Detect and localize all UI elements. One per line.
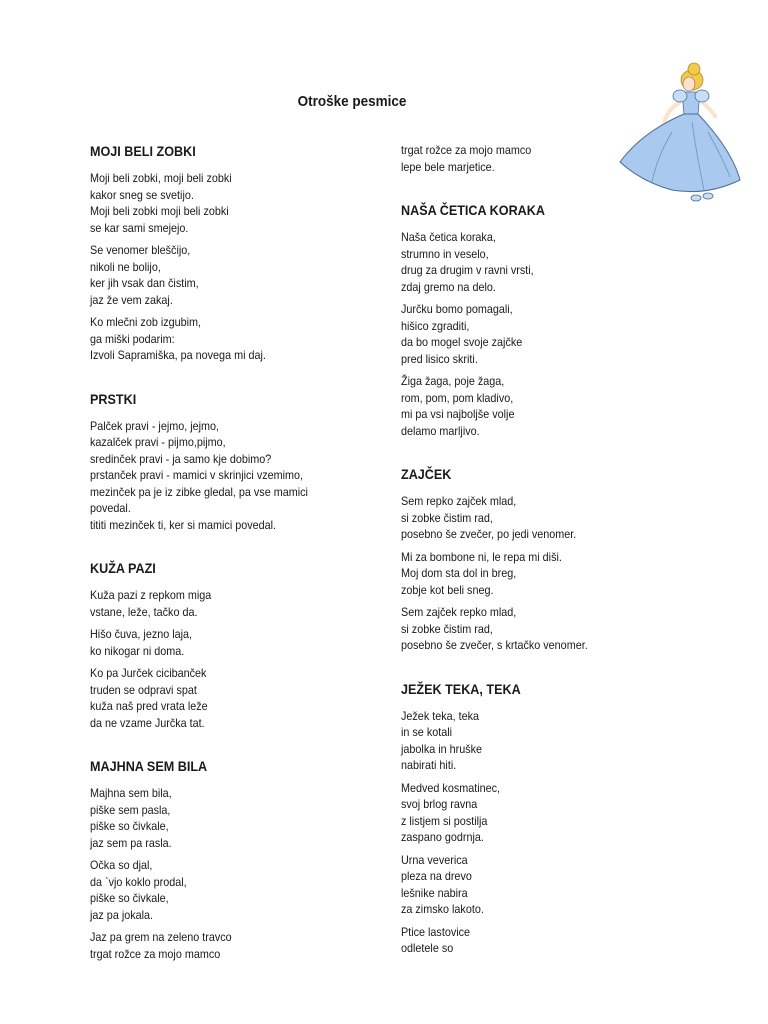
verse-line: kakor sneg se svetijo. [90, 187, 194, 202]
verse-line: nikoli ne bolijo, [90, 259, 161, 274]
verse-line: Mi za bombone ni, le repa mi diši. [401, 549, 562, 564]
verse-line: Urna veverica [401, 852, 468, 867]
verse-line: da `vjo koklo prodal, [90, 874, 187, 889]
stanza [90, 242, 390, 308]
verse-line: da ne vzame Jurčka tat. [90, 715, 205, 730]
page-title: Otroške pesmice [297, 93, 407, 110]
verse-line: Naša četica koraka, [401, 230, 496, 244]
verse-line: Sem repko zajček mlad, [401, 494, 517, 508]
verse-line: trgat rožce za mojo mamco [90, 946, 221, 961]
verse-line: kazalček pravi - pijmo,pijmo, [90, 435, 226, 449]
verse-line: Moji beli zobki moji beli zobki [90, 204, 229, 218]
verse-line: lepe bele marjetice. [401, 159, 495, 174]
verse-line: posebno še zvečer, s krtačko venomer. [401, 638, 588, 652]
song-title: PRSTKI [90, 390, 137, 407]
stanza [90, 587, 390, 620]
verse-line: trgat rožce za mojo mamco [401, 143, 532, 157]
verse-line: drug za drugim v ravni vrsti, [401, 263, 534, 277]
stanza [90, 785, 390, 851]
verse-line: jaz že vem zakaj. [90, 292, 173, 307]
verse-line: se kar sami smejejo. [90, 220, 189, 235]
stanza [401, 493, 701, 543]
verse-line: vstane, leže, tačko da. [90, 604, 198, 619]
verse-line: mezinček pa je iz zibke gledal, pa vse mamici [90, 484, 308, 499]
verse-line: Jaz pa grem na zeleno travco [90, 930, 232, 944]
verse-line: Ko mlečni zob izgubim, [90, 315, 202, 329]
song-title: MOJI BELI ZOBKI [90, 143, 196, 159]
stanza [401, 549, 701, 599]
verse-line: zobje kot beli sneg. [401, 582, 494, 597]
song [90, 559, 390, 731]
left-column [90, 142, 390, 968]
song-title: JEŽEK TEKA, TEKA [401, 680, 521, 697]
song [401, 465, 701, 654]
verse-line: za zimsko lakoto. [401, 902, 484, 916]
verse-line: jaz sem pa rasla. [90, 835, 172, 850]
stanza [90, 170, 390, 236]
song [90, 757, 390, 962]
song [90, 390, 390, 534]
verse-line: Medved kosmatinec, [401, 780, 501, 795]
stanza [401, 229, 701, 295]
stanza [90, 857, 390, 923]
verse-line: Majhna sem bila, [90, 786, 172, 800]
verse-line: prstanček pravi - mamici v skrinjici vzemimo, [90, 468, 304, 482]
verse-line: mi pa vsi najboljše volje [401, 407, 515, 421]
song-title: MAJHNA SEM BILA [90, 758, 208, 774]
verse-line: ga miški podarim: [90, 331, 175, 346]
verse-line: da bo mogel svoje zajčke [401, 335, 523, 349]
song [401, 201, 701, 439]
stanza [90, 929, 390, 962]
verse-line: tititi mezinček ti, ker si mamici povedal. [90, 517, 277, 532]
verse-line: Ježek teka, teka [401, 708, 480, 723]
song [401, 680, 701, 957]
verse-line: sredinček pravi - ja samo kje dobimo? [90, 451, 272, 466]
verse-line: hišico zgraditi, [401, 318, 470, 333]
verse-line: Izvoli Sapramiška, pa novega mi daj. [90, 348, 266, 362]
stanza [90, 626, 390, 659]
verse-line: in se kotali [401, 725, 453, 739]
verse-line: povedal. [90, 501, 131, 515]
verse-line: Ko pa Jurček cicibanček [90, 666, 207, 680]
verse-line: delamo marljivo. [401, 423, 480, 438]
stanza [401, 780, 701, 846]
song-title: NAŠA ČETICA KORAKA [401, 202, 545, 218]
verse-line: Moj dom sta dol in breg, [401, 566, 517, 580]
verse-line: pleza na drevo [401, 869, 472, 883]
verse-line: z listjem si postilja [401, 813, 488, 828]
stanza [401, 604, 701, 654]
stanza [90, 314, 390, 364]
stanza [90, 418, 390, 534]
verse-line: Palček pravi - jejmo, jejmo, [90, 418, 220, 433]
verse-line: si zobke čistim rad, [401, 510, 493, 525]
right-column [401, 142, 701, 963]
verse-line: zaspano godrnja. [401, 830, 484, 844]
verse-line: Kuža pazi z repkom miga [90, 588, 212, 602]
princess-illustration-icon [612, 62, 748, 212]
stanza [401, 852, 701, 918]
verse-line: posebno še zvečer, po jedi venomer. [401, 527, 577, 541]
verse-line: si zobke čistim rad, [401, 621, 493, 636]
verse-line: pred lisico skriti. [401, 351, 478, 366]
stanza [401, 373, 701, 439]
song [90, 142, 390, 364]
verse-line: piške sem pasla, [90, 802, 171, 817]
stanza [401, 301, 701, 367]
verse-line: rom, pom, pom kladivo, [401, 390, 514, 405]
verse-line: Sem zajček repko mlad, [401, 605, 517, 619]
verse-line: Očka so djal, [90, 858, 153, 872]
verse-line: kuža naš pred vrata leže [90, 699, 208, 713]
verse-line: zdaj gremo na delo. [401, 279, 496, 294]
verse-line: nabirati hiti. [401, 758, 457, 772]
verse-line: strumno in veselo, [401, 246, 489, 261]
stanza [401, 708, 701, 774]
verse-line: lešnike nabira [401, 885, 468, 900]
verse-line: Žiga žaga, poje žaga, [401, 374, 505, 388]
stanza [90, 665, 390, 731]
verse-line: jaz pa jokala. [90, 907, 154, 922]
verse-line: truden se odpravi spat [90, 682, 197, 697]
verse-line: odletele so [401, 941, 454, 955]
verse-line: Ptice lastovice [401, 924, 471, 939]
verse-line: jabolka in hruške [401, 741, 483, 756]
verse-line: ker jih vsak dan čistim, [90, 276, 199, 290]
song-title: ZAJČEK [401, 466, 452, 482]
verse-line: svoj brlog ravna [401, 797, 478, 811]
song-title: KUŽA PAZI [90, 560, 156, 576]
verse-line: Hišo čuva, jezno laja, [90, 627, 193, 641]
stanza [401, 924, 701, 957]
verse-line: Moji beli zobki, moji beli zobki [90, 171, 232, 185]
verse-line: Se venomer bleščijo, [90, 243, 191, 257]
verse-line: Jurčku bomo pomagali, [401, 302, 513, 316]
verse-line: piške so čivkale, [90, 891, 169, 905]
verse-line: piške so čivkale, [90, 819, 169, 833]
verse-line: ko nikogar ni doma. [90, 643, 185, 658]
